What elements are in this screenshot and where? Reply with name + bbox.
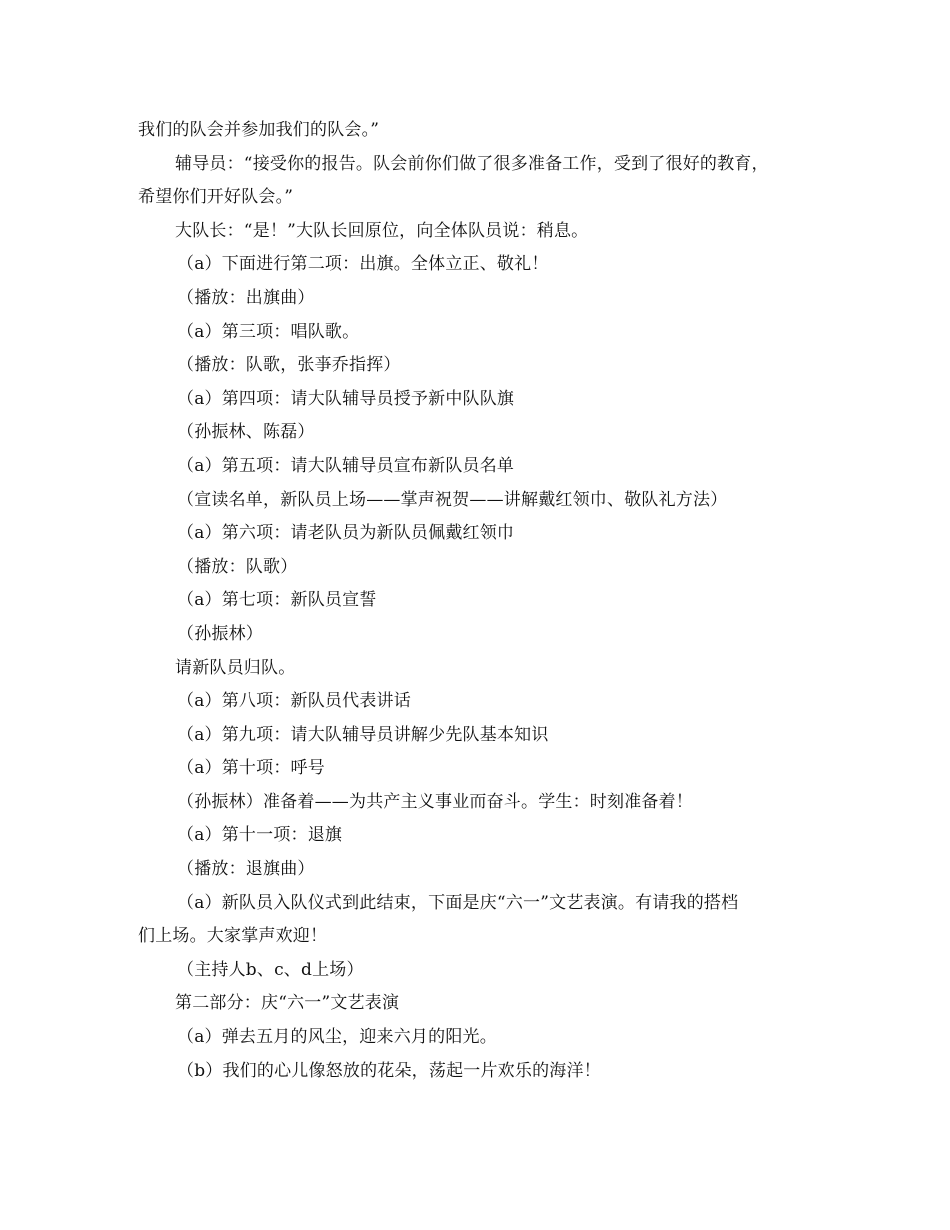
text-line: （孙振林、陈磊） — [177, 422, 315, 443]
text-line: （a）第六项：请老队员为新队员佩戴红领巾 — [177, 523, 515, 544]
text-line: 们上场。大家掌声欢迎！ — [138, 926, 328, 947]
text-line: （宣读名单，新队员上场——掌声祝贺——讲解戴红领巾、敬队礼方法） — [177, 489, 728, 510]
text-line: （a）第十项：呼号 — [177, 758, 325, 779]
text-line: （孙振林）准备着——为共产主义事业而奋斗。学生：时刻准备着！ — [177, 791, 693, 812]
text-line: （主持人b、c、d上场） — [177, 959, 364, 980]
text-line: （播放：队歌，张亊乔指挥） — [177, 355, 401, 376]
text-line: （a）第九项：请大队辅导员讲解少先队基本知识 — [177, 724, 549, 745]
text-line: （播放：退旗曲） — [177, 859, 315, 880]
text-line: （孙振林） — [177, 623, 263, 644]
text-line: 大队长：“是！”大队长回原位，向全体队员说：稍息。 — [175, 220, 589, 241]
text-line: （a）第十一项：退旗 — [177, 825, 343, 846]
text-line: （a）下面进行第二项：出旗。全体立正、敬礼！ — [177, 254, 549, 275]
text-line: 辅导员：“接受你的报告。队会前你们做了很多准备工作，受到了很好的教育， — [175, 153, 769, 174]
text-line: （a）第七项：新队员宣誓 — [177, 590, 377, 611]
text-line: 我们的队会并参加我们的队会。” — [138, 120, 380, 140]
text-line: （播放：队歌） — [177, 556, 298, 577]
text-line: （a）新队员入队仪式到此结束，下面是庆“六一”文艺表演。有请我的搭档 — [177, 892, 739, 913]
text-line: （播放：出旗曲） — [177, 287, 315, 308]
text-line: 第二部分：庆“六一”文艺表演 — [175, 993, 400, 1014]
text-line: （a）弹去五月的风尘，迎来六月的阳光。 — [177, 1027, 497, 1048]
document-body — [138, 114, 828, 1088]
text-line: 希望你们开好队会。” — [138, 187, 294, 208]
text-line: （a）第八项：新队员代表讲话 — [177, 691, 411, 712]
text-line: （a）第五项：请大队辅导员宣布新队员名单 — [177, 455, 515, 476]
text-line: （a）第三项：唱队歌。 — [177, 321, 360, 342]
text-line: 请新队员归队。 — [175, 657, 296, 678]
text-line: （a）第四项：请大队辅导员授予新中队队旗 — [177, 388, 515, 409]
text-line: （b）我们的心儿像怒放的花朵，荡起一片欢乐的海洋！ — [177, 1060, 601, 1081]
